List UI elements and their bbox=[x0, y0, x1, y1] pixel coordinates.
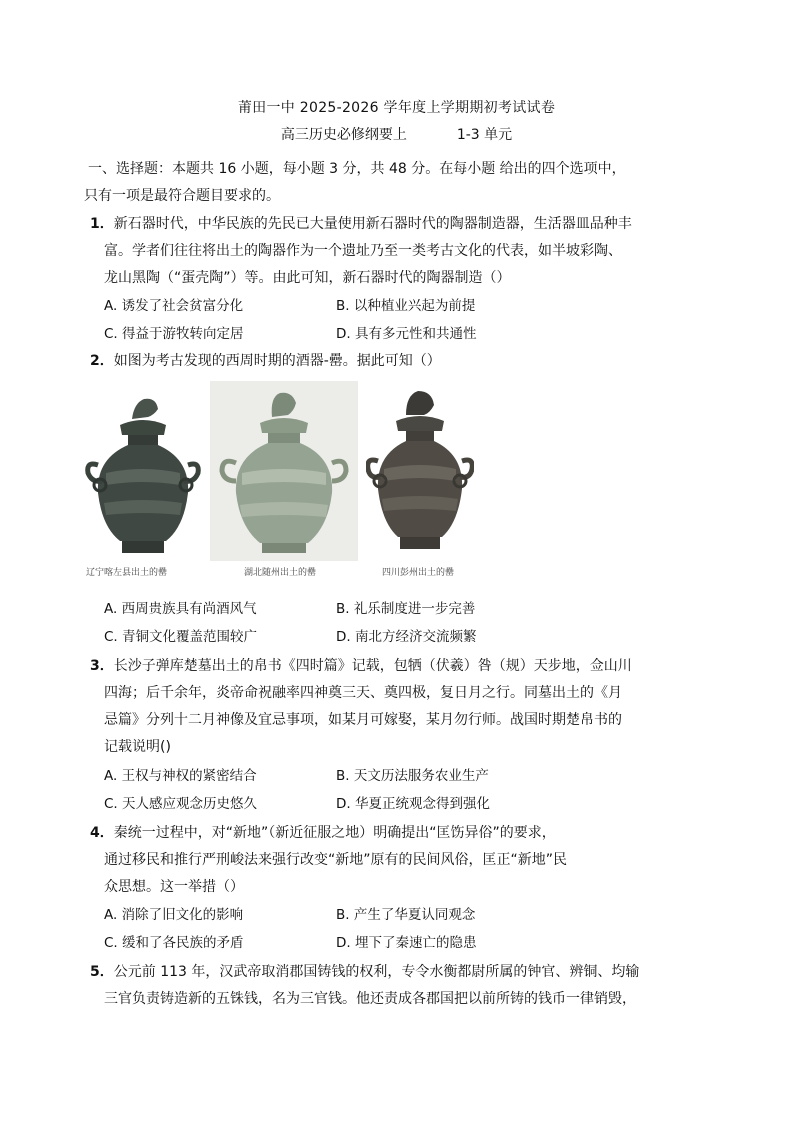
question-4-stem-line-2: 通过移民和推行严刑峻法来强行改变“新地”原有的民间风俗，匡正“新地”民 bbox=[104, 852, 568, 868]
unit-label: 1-3 单元 bbox=[456, 127, 513, 143]
caption-sichuan: 四川彭州出土的罍 bbox=[382, 568, 455, 578]
section-instruction-line-2: 只有一项是最符合题目要求的。 bbox=[84, 188, 280, 204]
lei-vessel-image-liaoning bbox=[84, 381, 202, 561]
caption-liaoning: 辽宁喀左县出土的罍 bbox=[86, 568, 168, 578]
question-4-option-d[interactable]: D. 埋下了秦速亡的隐患 bbox=[336, 935, 477, 951]
question-5-stem-line-1: 5．公元前 113 年，汉武帝取消郡国铸钱的权利，专令水衡都尉所属的钟官、辨铜、均输 bbox=[90, 964, 640, 980]
question-1-stem-line-2: 富。学者们往往将出土的陶器作为一个遗址乃至一类考古文化的代表，如半坡彩陶、 bbox=[104, 243, 622, 259]
subject-label: 高三历史必修纲要上 bbox=[280, 127, 407, 143]
question-4-option-a[interactable]: A. 消除了旧文化的影响 bbox=[104, 907, 244, 923]
question-4-option-b[interactable]: B. 产生了华夏认同观念 bbox=[336, 907, 476, 923]
question-1-stem-line-1: 1．新石器时代，中华民族的先民已大量使用新石器时代的陶器制造器，生活器皿品种丰 bbox=[90, 216, 632, 232]
question-1-option-c[interactable]: C. 得益于游牧转向定居 bbox=[104, 326, 244, 342]
exam-subtitle bbox=[0, 124, 793, 144]
lei-vessel-figure bbox=[84, 381, 476, 581]
question-1-option-a[interactable]: A. 诱发了社会贫富分化 bbox=[104, 298, 244, 314]
question-4-stem-line-3: 众思想。这一举措（） bbox=[104, 879, 244, 895]
question-1-number: 1． bbox=[90, 216, 114, 232]
question-2-option-b[interactable]: B. 礼乐制度进一步完善 bbox=[336, 601, 476, 617]
question-3-option-a[interactable]: A. 王权与神权的紧密结合 bbox=[104, 768, 257, 784]
question-4-number: 4． bbox=[90, 825, 114, 841]
question-3-stem-line-4: 记载说明() bbox=[104, 739, 171, 755]
question-2-option-d[interactable]: D. 南北方经济交流频繁 bbox=[336, 629, 477, 645]
section-instruction-line-1: 一、选择题：本题共 16 小题，每小题 3 分，共 48 分。在每小题 给出的四个选项中， bbox=[88, 161, 626, 177]
lei-vessel-image-sichuan bbox=[366, 381, 474, 561]
caption-hubei: 湖北随州出土的罍 bbox=[244, 568, 317, 578]
question-3-option-c[interactable]: C. 天人感应观念历史悠久 bbox=[104, 796, 258, 812]
question-2-option-c[interactable]: C. 青铜文化覆盖范围较广 bbox=[104, 629, 258, 645]
question-3-stem-line-2: 四海；后千余年，炎帝命祝融率四神奠三天、奠四极，复日月之行。同墓出土的《月 bbox=[104, 685, 622, 701]
question-3-option-b[interactable]: B. 天文历法服务农业生产 bbox=[336, 768, 489, 784]
lei-vessel-image-hubei bbox=[210, 381, 358, 561]
question-1-stem-line-3: 龙山黑陶（“蛋壳陶”）等。由此可知，新石器时代的陶器制造（） bbox=[104, 270, 511, 286]
question-2-stem-line-1: 2．如图为考古发现的西周时期的酒器-罍。据此可知（） bbox=[90, 353, 441, 369]
question-3-stem-line-3: 忌篇》分列十二月神像及宜忌事项，如某月可嫁娶，某月勿行师。战国时期楚帛书的 bbox=[104, 712, 622, 728]
question-2-option-a[interactable]: A. 西周贵族具有尚酒风气 bbox=[104, 601, 257, 617]
question-4-option-c[interactable]: C. 缓和了各民族的矛盾 bbox=[104, 935, 244, 951]
question-5-number: 5． bbox=[90, 964, 114, 980]
question-5-stem-line-2: 三官负责铸造新的五铢钱，名为三官钱。他还责成各郡国把以前所铸的钱币一律销毁， bbox=[104, 991, 636, 1007]
question-1-option-b[interactable]: B. 以种植业兴起为前提 bbox=[336, 298, 476, 314]
question-3-number: 3． bbox=[90, 658, 114, 674]
exam-title: 莆田一中 2025-2026 学年度上学期期初考试试卷 bbox=[237, 100, 556, 116]
question-1-option-d[interactable]: D. 具有多元性和共通性 bbox=[336, 326, 477, 342]
question-3-option-d[interactable]: D. 华夏正统观念得到强化 bbox=[336, 796, 490, 812]
question-4-stem-line-1: 4．秦统一过程中，对“新地”（新近征服之地）明确提出“匡饬异俗”的要求， bbox=[90, 825, 556, 841]
question-3-stem-line-1: 3．长沙子弹库楚墓出土的帛书《四时篇》记载，包牺（伏羲）咎（规）天步地，佥山川 bbox=[90, 658, 632, 674]
question-2-number: 2． bbox=[90, 353, 114, 369]
